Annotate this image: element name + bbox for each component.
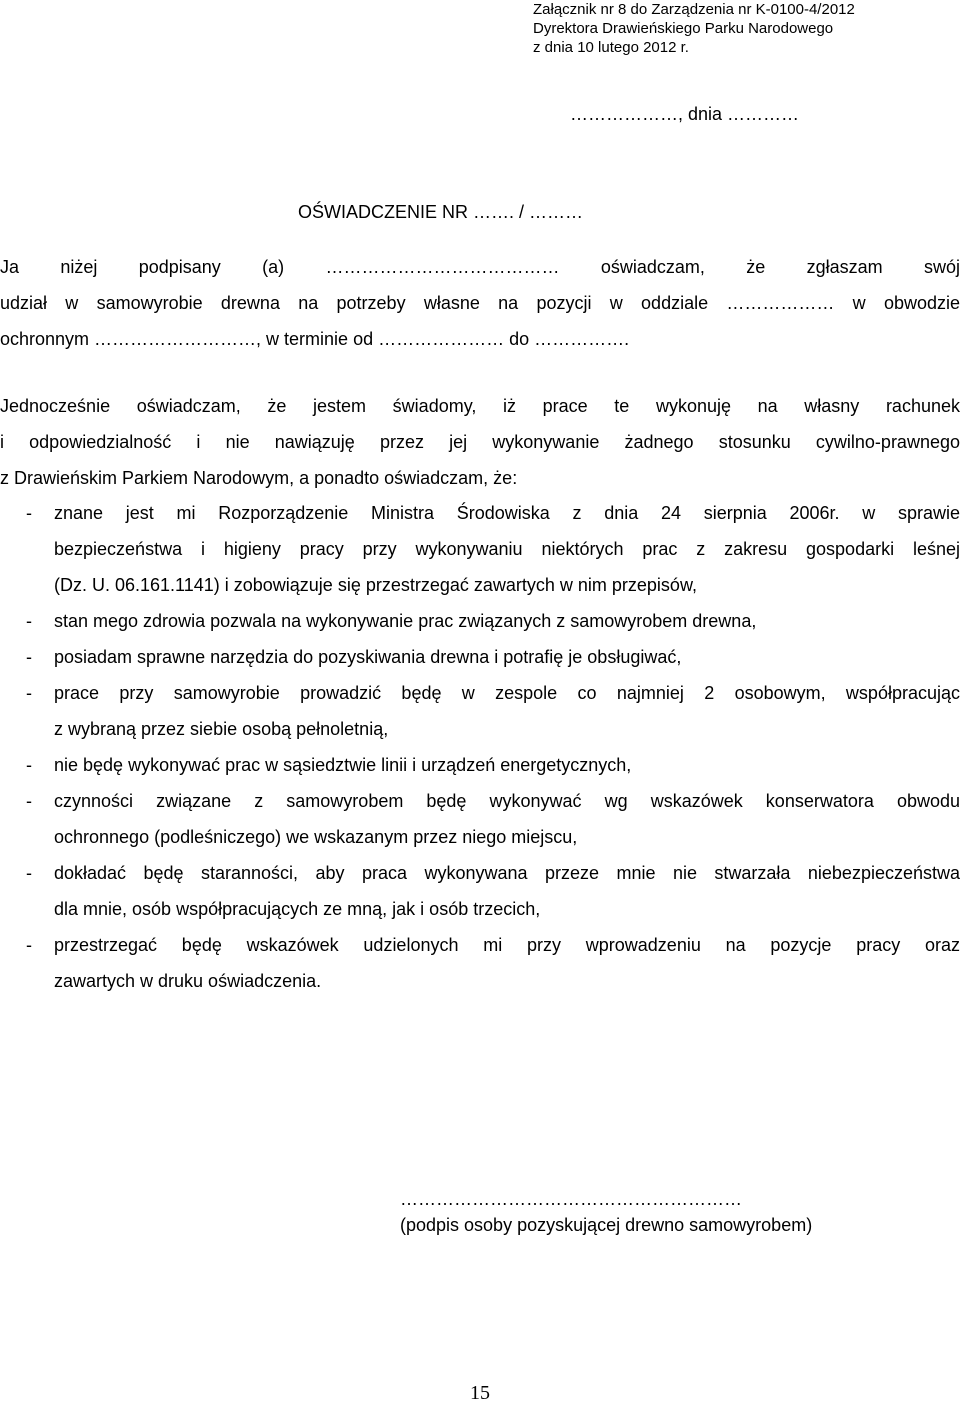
list-item bbox=[0, 747, 960, 783]
list-dash: - bbox=[26, 791, 32, 811]
document-title: OŚWIADCZENIE NR ……. / ……… bbox=[298, 202, 584, 222]
signature-block bbox=[400, 1186, 812, 1238]
list-item bbox=[0, 783, 960, 855]
list-item bbox=[0, 675, 960, 747]
header-line-attachment: Załącznik nr 8 do Zarządzenia nr K-0100-4/2012 bbox=[533, 1, 855, 18]
list-item bbox=[0, 639, 960, 675]
paragraph-line: Ja niżej podpisany (a) ………………………………… oświadczam, że zgłaszam swój bbox=[0, 257, 960, 277]
header-line-date: z dnia 10 lutego 2012 r. bbox=[533, 39, 689, 56]
paragraph-line: ochronnym ………………………, w terminie od ………………… do ……………. bbox=[0, 329, 630, 349]
paragraph-line: i odpowiedzialność i nie nawiązuję przez jej wykonywanie żadnego stosunku cywilno-prawnego bbox=[0, 432, 960, 452]
list-line: posiadam sprawne narzędzia do pozyskiwania drewna i potrafię je obsługiwać, bbox=[54, 647, 682, 667]
list-dash: - bbox=[26, 863, 32, 883]
list-line: nie będę wykonywać prac w sąsiedztwie linii i urządzeń energetycznych, bbox=[54, 755, 632, 775]
paragraph-line: udział w samowyrobie drewna na potrzeby własne na pozycji w oddziale ……………… w obwodzie bbox=[0, 293, 960, 313]
list-dash: - bbox=[26, 503, 32, 523]
list-line: prace przy samowyrobie prowadzić będę w zespole co najmniej 2 osobowym, współpracując bbox=[54, 683, 960, 703]
list-line: z wybraną przez siebie osobą pełnoletnią, bbox=[54, 719, 389, 739]
list-line: (Dz. U. 06.161.1141) i zobowiązuje się przestrzegać zawartych w nim przepisów, bbox=[54, 575, 697, 595]
declaration-paragraph bbox=[0, 249, 960, 357]
place-date-line: ………………, dnia ………… bbox=[570, 104, 800, 124]
list-line: zawartych w druku oświadczenia. bbox=[54, 971, 322, 991]
list-item bbox=[0, 495, 960, 603]
list-line: znane jest mi Rozporządzenie Ministra Środowiska z dnia 24 sierpnia 2006r. w sprawie bbox=[54, 503, 960, 523]
list-line: przestrzegać będę wskazówek udzielonych mi przy wprowadzeniu na pozycje pracy oraz bbox=[54, 935, 960, 955]
list-dash: - bbox=[26, 647, 32, 667]
list-line: dokładać będę staranności, aby praca wykonywana przeze mnie nie stwarzała niebezpieczeństwa bbox=[54, 863, 960, 883]
list-line: czynności związane z samowyrobem będę wykonywać wg wskazówek konserwatora obwodu bbox=[54, 791, 960, 811]
paragraph-line: z Drawieńskim Parkiem Narodowym, a ponadto oświadczam, że: bbox=[0, 468, 518, 488]
list-line: stan mego zdrowia pozwala na wykonywanie prac związanych z samowyrobem drewna, bbox=[54, 611, 757, 631]
responsibility-paragraph bbox=[0, 388, 960, 496]
declarations-list bbox=[0, 495, 960, 999]
list-dash: - bbox=[26, 935, 32, 955]
page-number: 15 bbox=[470, 1382, 490, 1404]
attachment-header bbox=[533, 0, 953, 57]
list-line: bezpieczeństwa i higieny pracy przy wykonywaniu niektórych prac z zakresu gospodarki leśnej bbox=[54, 539, 960, 559]
list-item bbox=[0, 927, 960, 999]
paragraph-line: Jednocześnie oświadczam, że jestem świadomy, iż prace te wykonuję na własny rachunek bbox=[0, 396, 960, 416]
list-line: dla mnie, osób współpracujących ze mną, jak i osób trzecich, bbox=[54, 899, 541, 919]
list-line: ochronnego (podleśniczego) we wskazanym przez niego miejscu, bbox=[54, 827, 578, 847]
list-dash: - bbox=[26, 755, 32, 775]
header-line-director: Dyrektora Drawieńskiego Parku Narodowego bbox=[533, 20, 834, 37]
list-item bbox=[0, 855, 960, 927]
signature-label: (podpis osoby pozyskującej drewno samowyrobem) bbox=[400, 1215, 813, 1235]
signature-dots: ………………………………………………… bbox=[400, 1189, 742, 1209]
list-dash: - bbox=[26, 683, 32, 703]
list-dash: - bbox=[26, 611, 32, 631]
list-item bbox=[0, 603, 960, 639]
